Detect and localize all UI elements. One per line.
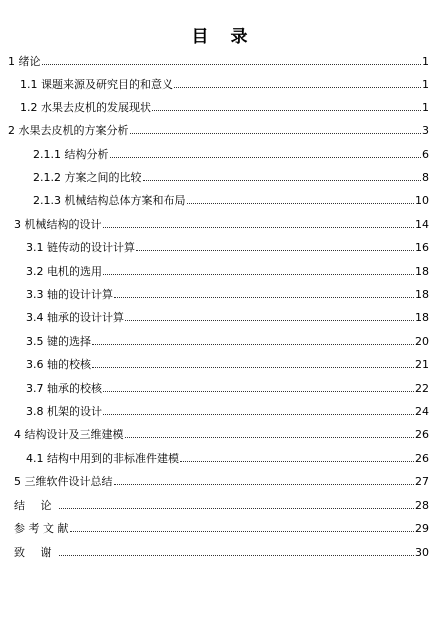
- toc-entry-label: 结 论: [14, 499, 58, 512]
- toc-entry-page: 30: [415, 546, 429, 559]
- toc-entry-page: 1: [422, 55, 429, 68]
- toc-entry-label: 致 谢: [14, 546, 58, 559]
- toc-entry-label: 3.7 轴承的校核: [26, 382, 102, 395]
- toc-entry[interactable]: [14, 522, 429, 535]
- toc-leader: [114, 483, 415, 485]
- toc-entry-page: 26: [415, 452, 429, 465]
- toc-leader: [70, 530, 415, 532]
- toc-entry[interactable]: [8, 124, 429, 137]
- toc-leader: [103, 273, 414, 275]
- toc-entry-page: 8: [422, 171, 429, 184]
- toc-entry[interactable]: [26, 382, 429, 395]
- toc-entry-page: 18: [415, 311, 429, 324]
- toc-entry-page: 18: [415, 288, 429, 301]
- toc-leader: [92, 343, 414, 345]
- toc-entry-page: 16: [415, 241, 429, 254]
- toc-entry[interactable]: [14, 546, 429, 559]
- toc-entry-label: 2 水果去皮机的方案分析: [8, 124, 129, 137]
- toc-leader: [110, 156, 422, 158]
- toc-leader: [130, 132, 422, 134]
- toc-entry-label: 3 机械结构的设计: [14, 218, 102, 231]
- toc-entry[interactable]: [33, 194, 429, 207]
- toc-leader: [92, 366, 414, 368]
- toc-leader: [187, 202, 415, 204]
- toc-entry[interactable]: [8, 55, 429, 68]
- toc-leader: [103, 226, 415, 228]
- toc-leader: [103, 413, 414, 415]
- toc-entry[interactable]: [33, 148, 429, 161]
- toc-entry[interactable]: [20, 101, 429, 114]
- toc-entry-label: 2.1.1 结构分析: [33, 148, 109, 161]
- toc-entry-label: 3.1 链传动的设计计算: [26, 241, 135, 254]
- toc-entry-page: 29: [415, 522, 429, 535]
- toc-entry-label: 1 绪论: [8, 55, 41, 68]
- toc-entry-label: 3.5 键的选择: [26, 335, 91, 348]
- toc-entry-label: 5 三维软件设计总结: [14, 475, 113, 488]
- toc-leader: [103, 390, 414, 392]
- toc-entry[interactable]: [26, 358, 429, 371]
- toc-entry[interactable]: [26, 405, 429, 418]
- toc-entry-page: 24: [415, 405, 429, 418]
- toc-leader: [180, 460, 414, 462]
- toc-entry-label: 4.1 结构中用到的非标准件建模: [26, 452, 179, 465]
- toc-entry-page: 20: [415, 335, 429, 348]
- toc-entry-page: 1: [422, 101, 429, 114]
- toc-entry-page: 27: [415, 475, 429, 488]
- toc-entry[interactable]: [26, 265, 429, 278]
- toc-leader: [152, 109, 421, 111]
- toc-entry[interactable]: [26, 311, 429, 324]
- toc-entry-label: 1.1 课题来源及研究目的和意义: [20, 78, 173, 91]
- toc-entry-page: 22: [415, 382, 429, 395]
- toc-leader: [125, 436, 415, 438]
- toc-entry[interactable]: [26, 335, 429, 348]
- toc-entry-label: 2.1.3 机械结构总体方案和布局: [33, 194, 186, 207]
- toc-entry-page: 3: [422, 124, 429, 137]
- toc-entry[interactable]: [26, 288, 429, 301]
- toc-entry-label: 3.8 机架的设计: [26, 405, 102, 418]
- toc-leader: [125, 319, 414, 321]
- toc-entry-page: 21: [415, 358, 429, 371]
- toc-entry-label: 3.3 轴的设计计算: [26, 288, 113, 301]
- toc-entry[interactable]: [33, 171, 429, 184]
- toc-entry-page: 1: [422, 78, 429, 91]
- toc-entry-label: 3.6 轴的校核: [26, 358, 91, 371]
- toc-entry[interactable]: [14, 475, 429, 488]
- toc-leader: [136, 249, 414, 251]
- toc-entry-page: 6: [422, 148, 429, 161]
- toc-entry[interactable]: [20, 78, 429, 91]
- toc-entry-page: 10: [415, 194, 429, 207]
- toc-entry-page: 26: [415, 428, 429, 441]
- toc-leader: [42, 63, 422, 65]
- toc-entry-label: 3.2 电机的选用: [26, 265, 102, 278]
- toc-entry[interactable]: [14, 499, 429, 512]
- toc-entry-page: 28: [415, 499, 429, 512]
- toc-entry-label: 4 结构设计及三维建模: [14, 428, 124, 441]
- toc-entry-page: 18: [415, 265, 429, 278]
- toc-title: 目 录: [191, 27, 256, 47]
- toc-entry-label: 1.2 水果去皮机的发展现状: [20, 101, 151, 114]
- toc-leader: [114, 296, 414, 298]
- toc-leader: [143, 179, 422, 181]
- toc-entry-label: 2.1.2 方案之间的比较: [33, 171, 142, 184]
- toc-entry[interactable]: [14, 218, 429, 231]
- toc-leader: [174, 86, 421, 88]
- toc-leader: [59, 554, 415, 556]
- toc-entry[interactable]: [26, 452, 429, 465]
- toc-entry[interactable]: [14, 428, 429, 441]
- toc-entry-page: 14: [415, 218, 429, 231]
- toc-leader: [59, 507, 415, 509]
- toc-entry-label: 3.4 轴承的设计计算: [26, 311, 124, 324]
- toc-entry-label: 参 考 文 献: [14, 522, 69, 535]
- toc-entry[interactable]: [26, 241, 429, 254]
